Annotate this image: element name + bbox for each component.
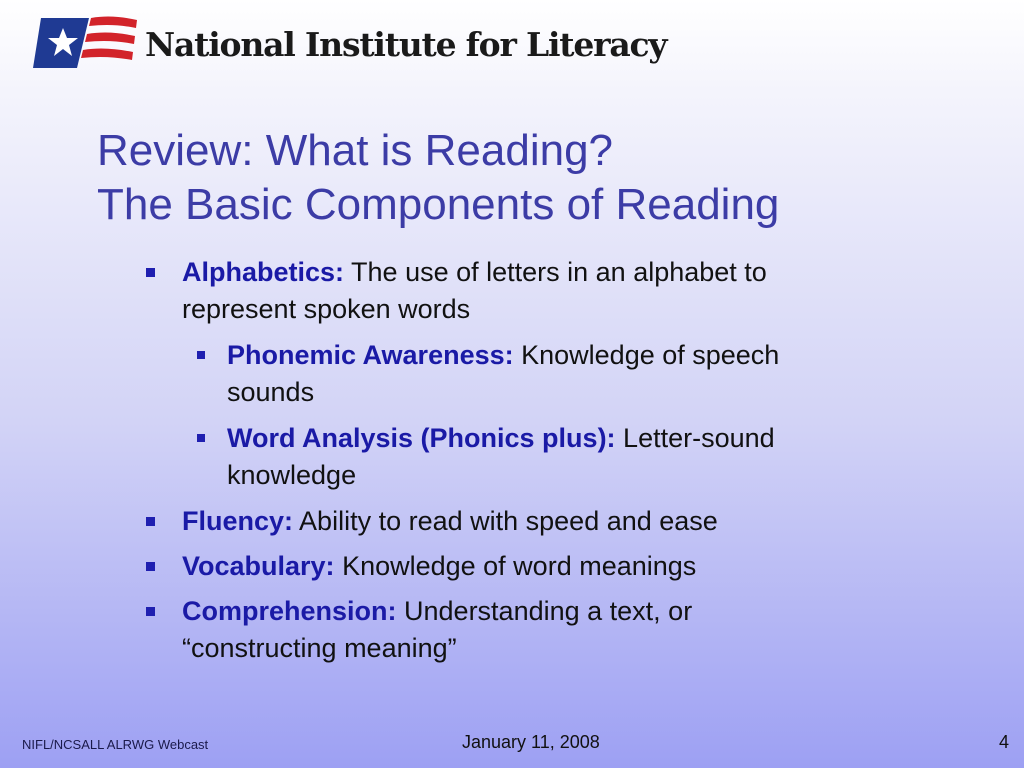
nifl-logo — [33, 14, 673, 76]
list-item-line — [227, 420, 907, 457]
square-bullet-icon — [197, 351, 205, 359]
list-item-text: Knowledge of speech — [513, 340, 780, 370]
title-line-1: Review: What is Reading? — [97, 126, 614, 175]
list-item-line — [182, 548, 902, 585]
square-bullet-icon — [146, 607, 155, 616]
footer-date: January 11, 2008 — [462, 732, 600, 752]
list-item-comprehension — [182, 593, 902, 667]
list-item-phonemic-awareness — [227, 337, 907, 411]
square-bullet-icon — [146, 268, 155, 277]
square-bullet-icon — [146, 562, 155, 571]
list-item-vocabulary — [182, 548, 902, 585]
list-item-text: Letter-sound — [615, 423, 775, 453]
square-bullet-icon — [146, 517, 155, 526]
square-bullet-icon — [197, 434, 205, 442]
list-item-line — [182, 593, 902, 630]
list-item-text: Understanding a text, or — [396, 596, 693, 626]
list-item-line — [182, 503, 902, 540]
list-item-continuation: knowledge — [227, 460, 357, 490]
list-item-label: Vocabulary: — [182, 551, 335, 581]
list-item-line — [227, 337, 907, 374]
list-item-line — [182, 254, 902, 291]
list-item-label: Fluency: — [182, 506, 294, 536]
slide-title — [97, 124, 977, 232]
list-item-label: Alphabetics: — [182, 257, 345, 287]
list-item-continuation: sounds — [227, 377, 315, 407]
list-item-word-analysis — [227, 420, 907, 494]
list-item-label: Phonemic Awareness: — [227, 340, 514, 370]
organization-name: National Institute for Literacy — [145, 25, 667, 64]
list-item-label: Word Analysis (Phonics plus): — [227, 423, 616, 453]
list-item-text: Ability to read with speed and ease — [293, 506, 718, 536]
list-item-fluency — [182, 503, 902, 540]
list-item-text: The use of letters in an alphabet to — [344, 257, 767, 287]
list-item-text: Knowledge of word meanings — [334, 551, 697, 581]
star-and-stripes-logo-icon — [33, 14, 137, 72]
list-item-label: Comprehension: — [182, 596, 397, 626]
page-number: 4 — [998, 732, 1009, 752]
footer-webcast-label: NIFL/NCSALL ALRWG Webcast — [22, 737, 209, 752]
list-item-alphabetics — [182, 254, 902, 328]
list-item-continuation: “constructing meaning” — [182, 633, 457, 663]
title-line-2: The Basic Components of Reading — [97, 180, 780, 229]
list-item-continuation: represent spoken words — [182, 294, 471, 324]
